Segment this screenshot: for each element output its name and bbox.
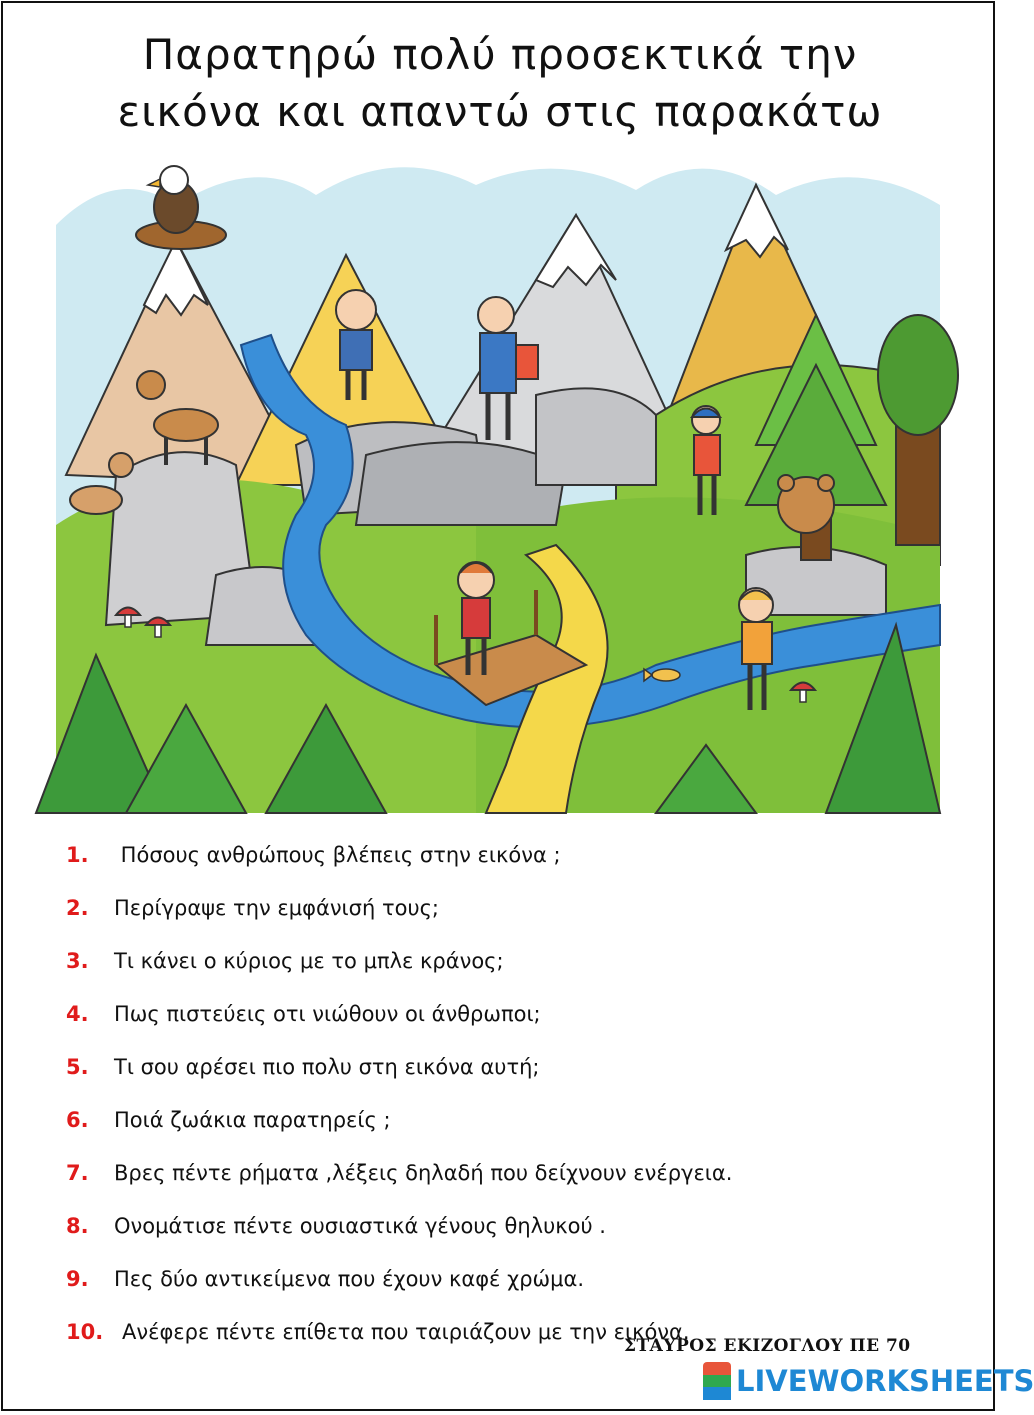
question-text: Βρες πέντε ρήματα ,λέξεις δηλαδή που δείχνουν ενέργεια. — [114, 1161, 733, 1185]
question-item-2 — [66, 888, 966, 941]
question-number: 10. — [66, 1320, 104, 1344]
question-number: 7. — [66, 1161, 89, 1185]
mountain-scene-illustration — [56, 145, 940, 813]
liveworksheets-watermark-text: LIVEWORKSHEETS — [736, 1364, 1034, 1398]
question-text: Περίγραψε την εμφάνισή τους; — [114, 896, 439, 920]
question-number: 1. — [66, 843, 89, 867]
question-number: 8. — [66, 1214, 89, 1238]
question-text: Ονομάτισε πέντε ουσιαστικά γένους θηλυκού . — [114, 1214, 606, 1238]
question-text: Ανέφερε πέντε επίθετα που ταιριάζουν με την εικόνα. — [122, 1320, 690, 1344]
question-item-1 — [66, 835, 966, 888]
question-item-6 — [66, 1100, 966, 1153]
title-line-1: Παρατηρώ πολύ προσεκτικά την — [142, 30, 858, 79]
question-text: Τι σου αρέσει πιο πολυ στη εικόνα αυτή; — [114, 1055, 540, 1079]
question-item-4 — [66, 994, 966, 1047]
question-text: Τι κάνει ο κύριος με το μπλε κράνος; — [114, 949, 504, 973]
author-credit: ΣΤΑΥΡΟΣ ΕΚΙΖΟΓΛΟΥ ΠΕ 70 — [624, 1336, 911, 1356]
question-item-3 — [66, 941, 966, 994]
bear — [778, 475, 834, 533]
question-number: 9. — [66, 1267, 89, 1291]
question-item-7 — [66, 1153, 966, 1206]
question-number: 3. — [66, 949, 89, 973]
title-line-2: εικόνα και απαντώ στις παρακάτω — [117, 87, 883, 136]
question-number: 6. — [66, 1108, 89, 1132]
question-item-8 — [66, 1206, 966, 1259]
page-title — [0, 26, 1000, 140]
question-text: Πως πιστεύεις οτι νιώθουν οι άνθρωποι; — [114, 1002, 541, 1026]
liveworksheets-badge-icon — [702, 1361, 732, 1401]
question-item-5 — [66, 1047, 966, 1100]
question-text: Πόσους ανθρώπους βλέπεις στην εικόνα ; — [114, 843, 561, 867]
question-number: 4. — [66, 1002, 89, 1026]
question-text: Ποιά ζωάκια παρατηρείς ; — [114, 1108, 391, 1132]
question-number: 5. — [66, 1055, 89, 1079]
liveworksheets-logo[interactable] — [702, 1356, 1034, 1406]
question-list — [66, 835, 966, 1365]
question-item-9 — [66, 1259, 966, 1312]
question-text: Πες δύο αντικείμενα που έχουν καφέ χρώμα. — [114, 1267, 585, 1291]
question-number: 2. — [66, 896, 89, 920]
